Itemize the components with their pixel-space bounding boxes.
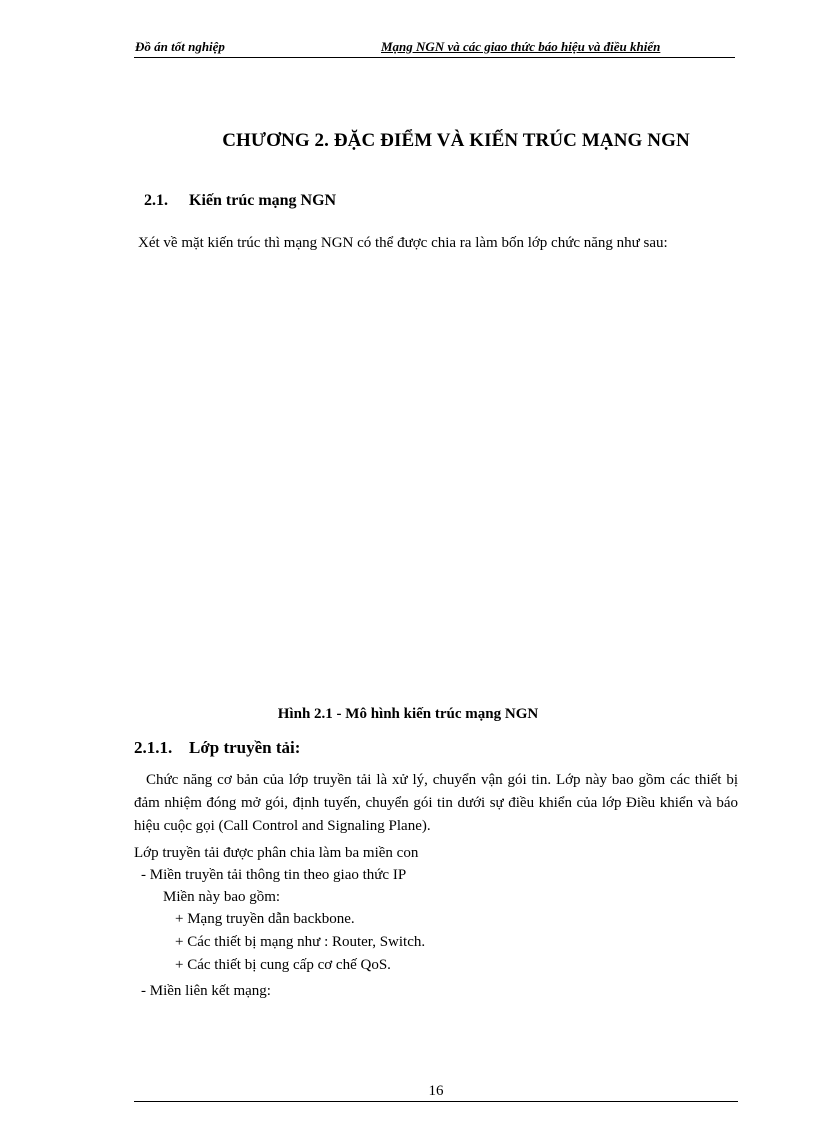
list-item: - Miền liên kết mạng: bbox=[141, 983, 271, 999]
header-left-text: Đồ án tốt nghiệp bbox=[135, 39, 225, 54]
list-item: + Các thiết bị mạng như : Router, Switch. bbox=[175, 934, 426, 950]
list-item: + Mạng truyền dẫn backbone. bbox=[175, 911, 355, 927]
section-title: Kiến trúc mạng NGN bbox=[189, 192, 337, 209]
section-number: 2.1. bbox=[144, 192, 168, 209]
list-intro-line: Lớp truyền tải được phân chia làm ba miền con bbox=[134, 845, 419, 861]
list-item: Miền này bao gồm: bbox=[163, 889, 281, 905]
footer-divider bbox=[134, 1101, 738, 1102]
figure-placeholder bbox=[134, 290, 738, 700]
intro-paragraph: Xét về mặt kiến trúc thì mạng NGN có thể được chia ra làm bốn lớp chức năng như sau: bbox=[138, 235, 668, 251]
page-header bbox=[134, 38, 735, 58]
subsection-number: 2.1.1. bbox=[134, 738, 173, 757]
list-item: + Các thiết bị cung cấp cơ chế QoS. bbox=[175, 957, 391, 973]
subsection-title: Lớp truyền tải: bbox=[189, 738, 301, 757]
header-right-text bbox=[381, 38, 660, 55]
list-item: - Miền truyền tải thông tin theo giao thức IP bbox=[141, 867, 407, 883]
figure-caption: Hình 2.1 - Mô hình kiến trúc mạng NGN bbox=[277, 706, 539, 722]
chapter-title: CHƯƠNG 2. ĐẶC ĐIỂM VÀ KIẾN TRÚC MẠNG NGN bbox=[222, 130, 690, 151]
header-right-underlined: Mạng NGN và các giao thức báo hiệu và điều khiển bbox=[381, 39, 661, 54]
transport-paragraph: Chức năng cơ bản của lớp truyền tải là xử lý, chuyển vận gói tin. Lớp này bao gồm các thiết bị đảm nhiệm đóng mở gói, định tuyến, chuyển gói tin dưới sự điều khiển của lớp Điều khiển và báo hiệu cuộc gọi (Call Control and Signaling Plane). bbox=[134, 772, 738, 834]
page-number: 16 bbox=[428, 1083, 444, 1099]
section-heading-2-1-1 bbox=[134, 738, 300, 758]
section-heading-2-1 bbox=[144, 192, 336, 210]
